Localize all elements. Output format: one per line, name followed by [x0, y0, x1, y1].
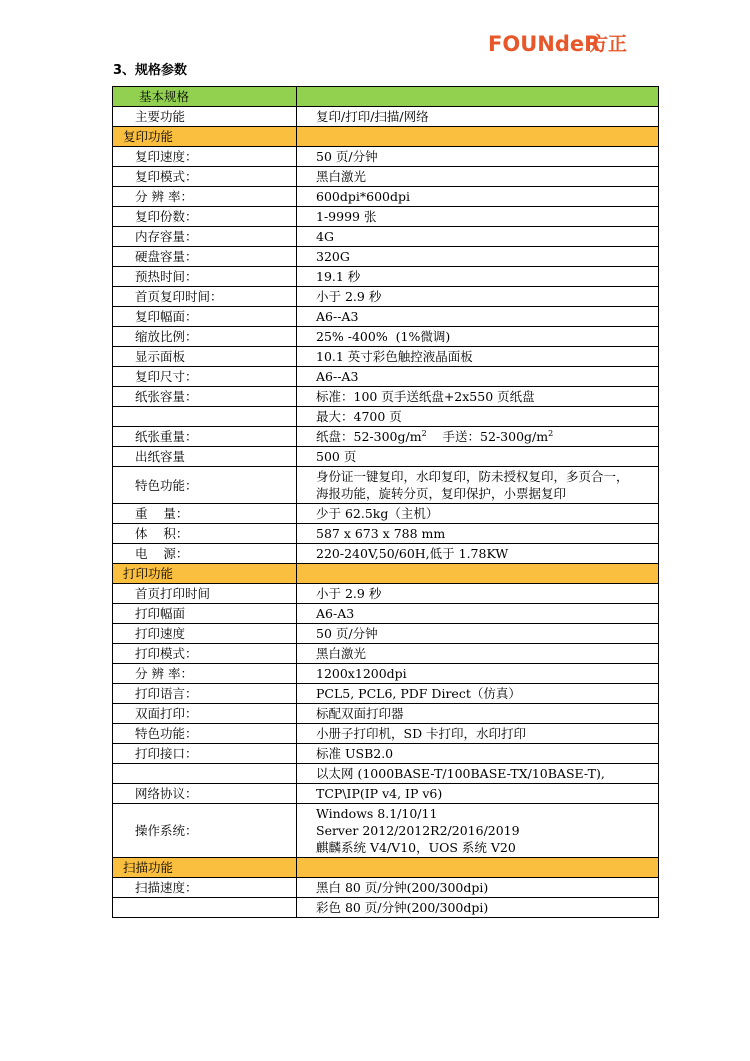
spec-value-line: TCP\IP(IP v4, IP v6) — [316, 786, 443, 801]
spec-label: 扫描速度： — [113, 878, 297, 898]
spec-value — [297, 167, 659, 187]
spec-value — [297, 267, 659, 287]
spec-table-body — [113, 87, 659, 918]
spec-label: 操作系统： — [113, 804, 297, 858]
spec-value-line: 220-240V,50/60H,低于 1.78KW — [316, 546, 509, 561]
spec-value-line: 身份证一键复印，水印复印，防未授权复印，多页合一， — [316, 469, 629, 484]
spec-row — [113, 167, 659, 187]
spec-value-line: A6--A3 — [316, 309, 359, 324]
spec-value-line: 10.1 英寸彩色触控液晶面板 — [316, 349, 473, 364]
spec-value — [297, 544, 659, 564]
spec-value — [297, 427, 659, 447]
spec-label: 出纸容量 — [113, 447, 297, 467]
spec-row — [113, 584, 659, 604]
spec-value-line: 彩色 80 页/分钟(200/300dpi) — [316, 900, 489, 915]
spec-value-line: 小册子打印机，SD 卡打印，水印打印 — [316, 726, 527, 741]
spec-value — [297, 147, 659, 167]
spec-value-line: 1-9999 张 — [316, 209, 377, 224]
spec-value-line: 320G — [316, 249, 350, 264]
spec-value-line: Windows 8.1/10/11 — [316, 806, 438, 821]
spec-value-line: 小于 2.9 秒 — [316, 289, 382, 304]
spec-label: 复印速度： — [113, 147, 297, 167]
spec-value-line: 黑白激光 — [316, 169, 367, 184]
spec-label: 预热时间： — [113, 267, 297, 287]
spec-label: 特色功能： — [113, 467, 297, 504]
spec-row — [113, 347, 659, 367]
spec-label: 复印尺寸： — [113, 367, 297, 387]
spec-row — [113, 604, 659, 624]
spec-value — [297, 764, 659, 784]
spec-value-line: 少于 62.5kg（主机） — [316, 506, 439, 521]
section-title: 3、规格参数 — [113, 63, 188, 78]
spec-row — [113, 898, 659, 918]
spec-row — [113, 804, 659, 858]
spec-value — [297, 898, 659, 918]
spec-value — [297, 407, 659, 427]
spec-value-line: 黑白激光 — [316, 646, 367, 661]
spec-row — [113, 287, 659, 307]
spec-value — [297, 327, 659, 347]
spec-label — [113, 764, 297, 784]
spec-label: 硬盘容量： — [113, 247, 297, 267]
spec-row — [113, 544, 659, 564]
spec-row — [113, 624, 659, 644]
spec-row — [113, 427, 659, 447]
section-header-row — [113, 87, 659, 107]
spec-value — [297, 504, 659, 524]
spec-row — [113, 407, 659, 427]
spec-value-line: 标准：100 页手送纸盘+2x550 页纸盘 — [316, 389, 535, 404]
spec-value — [297, 227, 659, 247]
spec-table — [112, 86, 659, 918]
spec-label — [113, 898, 297, 918]
spec-value — [297, 524, 659, 544]
spec-value-line: 纸盘：52-300g/m — [316, 429, 422, 444]
spec-value — [297, 724, 659, 744]
spec-value-line: 587 x 673 x 788 mm — [316, 526, 446, 541]
spec-label: 首页复印时间： — [113, 287, 297, 307]
spec-row — [113, 387, 659, 407]
spec-value — [297, 447, 659, 467]
spec-row — [113, 227, 659, 247]
spec-row — [113, 447, 659, 467]
spec-row — [113, 744, 659, 764]
spec-value-line: 500 页 — [316, 449, 357, 464]
spec-value — [297, 704, 659, 724]
spec-row — [113, 784, 659, 804]
spec-row — [113, 187, 659, 207]
spec-value-line: 海报功能，旋转分页，复印保护，小票据复印 — [316, 486, 567, 501]
section-header-row — [113, 564, 659, 584]
spec-label: 首页打印时间 — [113, 584, 297, 604]
spec-row — [113, 247, 659, 267]
spec-row — [113, 267, 659, 287]
spec-value — [297, 584, 659, 604]
spec-row — [113, 327, 659, 347]
spec-label: 特色功能： — [113, 724, 297, 744]
spec-value — [297, 247, 659, 267]
section-header-row — [113, 858, 659, 878]
spec-row — [113, 367, 659, 387]
spec-value-line: A6-A3 — [316, 606, 355, 621]
section-header-label: 复印功能 — [113, 127, 297, 147]
section-header-empty — [297, 87, 659, 107]
spec-value — [297, 387, 659, 407]
spec-row — [113, 764, 659, 784]
spec-value — [297, 784, 659, 804]
spec-value-line: 19.1 秒 — [316, 269, 361, 284]
founder-logo — [488, 31, 638, 57]
section-header-empty — [297, 564, 659, 584]
spec-value-line: 手送：52-300g/m — [426, 429, 549, 444]
spec-label: 电 源： — [113, 544, 297, 564]
spec-row — [113, 644, 659, 664]
spec-label: 主要功能 — [113, 107, 297, 127]
spec-label: 打印模式： — [113, 644, 297, 664]
spec-value — [297, 347, 659, 367]
spec-value-line: 600dpi*600dpi — [316, 189, 410, 204]
spec-value-line: 1200x1200dpi — [316, 666, 407, 681]
spec-row — [113, 878, 659, 898]
spec-label: 分 辨 率： — [113, 664, 297, 684]
spec-label: 内存容量： — [113, 227, 297, 247]
spec-value — [297, 307, 659, 327]
spec-label: 打印语言： — [113, 684, 297, 704]
spec-row — [113, 467, 659, 504]
spec-label — [113, 407, 297, 427]
spec-row — [113, 684, 659, 704]
spec-row — [113, 524, 659, 544]
spec-value — [297, 804, 659, 858]
spec-value — [297, 207, 659, 227]
spec-label: 重 量： — [113, 504, 297, 524]
section-header-empty — [297, 127, 659, 147]
spec-label: 复印份数： — [113, 207, 297, 227]
spec-label: 网络协议： — [113, 784, 297, 804]
spec-value-line: 25% -400% (1%微调) — [316, 329, 451, 344]
spec-value-line: Server 2012/2012R2/2016/2019 — [316, 823, 520, 838]
spec-value-line: 小于 2.9 秒 — [316, 586, 382, 601]
spec-value-line: 50 页/分钟 — [316, 626, 378, 641]
spec-value-line: 50 页/分钟 — [316, 149, 378, 164]
spec-label: 打印幅面 — [113, 604, 297, 624]
spec-label: 体 积： — [113, 524, 297, 544]
spec-value — [297, 107, 659, 127]
section-header-row — [113, 127, 659, 147]
spec-label: 分 辨 率： — [113, 187, 297, 207]
spec-value-line: PCL5, PCL6, PDF Direct（仿真） — [316, 686, 521, 701]
spec-label: 打印速度 — [113, 624, 297, 644]
spec-row — [113, 147, 659, 167]
logo-chinese: 方正 — [589, 33, 628, 55]
spec-value-line: 麒麟系统 V4/V10，UOS 系统 V20 — [316, 840, 516, 855]
spec-value-line: 4G — [316, 229, 334, 244]
spec-value-line: 黑白 80 页/分钟(200/300dpi) — [316, 880, 489, 895]
spec-row — [113, 504, 659, 524]
spec-value-line: 以太网 (1000BASE-T/100BASE-TX/10BASE-T), — [316, 766, 605, 781]
spec-label: 复印幅面： — [113, 307, 297, 327]
section-header-label: 扫描功能 — [113, 858, 297, 878]
spec-label: 复印模式： — [113, 167, 297, 187]
spec-label: 双面打印： — [113, 704, 297, 724]
spec-value-line: 标配双面打印器 — [316, 706, 404, 721]
spec-value — [297, 624, 659, 644]
spec-label: 纸张容量： — [113, 387, 297, 407]
spec-value — [297, 644, 659, 664]
spec-value — [297, 744, 659, 764]
spec-value-line: 复印/打印/扫描/网络 — [316, 109, 429, 124]
spec-value — [297, 467, 659, 504]
unit-superscript: 2 — [421, 428, 427, 438]
spec-label: 纸张重量： — [113, 427, 297, 447]
spec-value-line: A6--A3 — [316, 369, 359, 384]
logo-wordmark: FOUNdeR — [488, 32, 601, 56]
spec-value-line: 最大：4700 页 — [316, 409, 402, 424]
spec-value — [297, 187, 659, 207]
spec-row — [113, 724, 659, 744]
spec-value — [297, 367, 659, 387]
spec-value — [297, 684, 659, 704]
spec-row — [113, 107, 659, 127]
section-header-empty — [297, 858, 659, 878]
spec-row — [113, 664, 659, 684]
spec-value — [297, 878, 659, 898]
unit-superscript: 2 — [548, 428, 554, 438]
spec-label: 缩放比例： — [113, 327, 297, 347]
spec-value-line: 标准 USB2.0 — [316, 746, 394, 761]
spec-row — [113, 704, 659, 724]
section-header-label: 基本规格 — [113, 87, 297, 107]
spec-value — [297, 664, 659, 684]
spec-row — [113, 207, 659, 227]
spec-label: 打印接口： — [113, 744, 297, 764]
spec-row — [113, 307, 659, 327]
spec-value — [297, 604, 659, 624]
spec-label: 显示面板 — [113, 347, 297, 367]
section-header-label: 打印功能 — [113, 564, 297, 584]
spec-value — [297, 287, 659, 307]
